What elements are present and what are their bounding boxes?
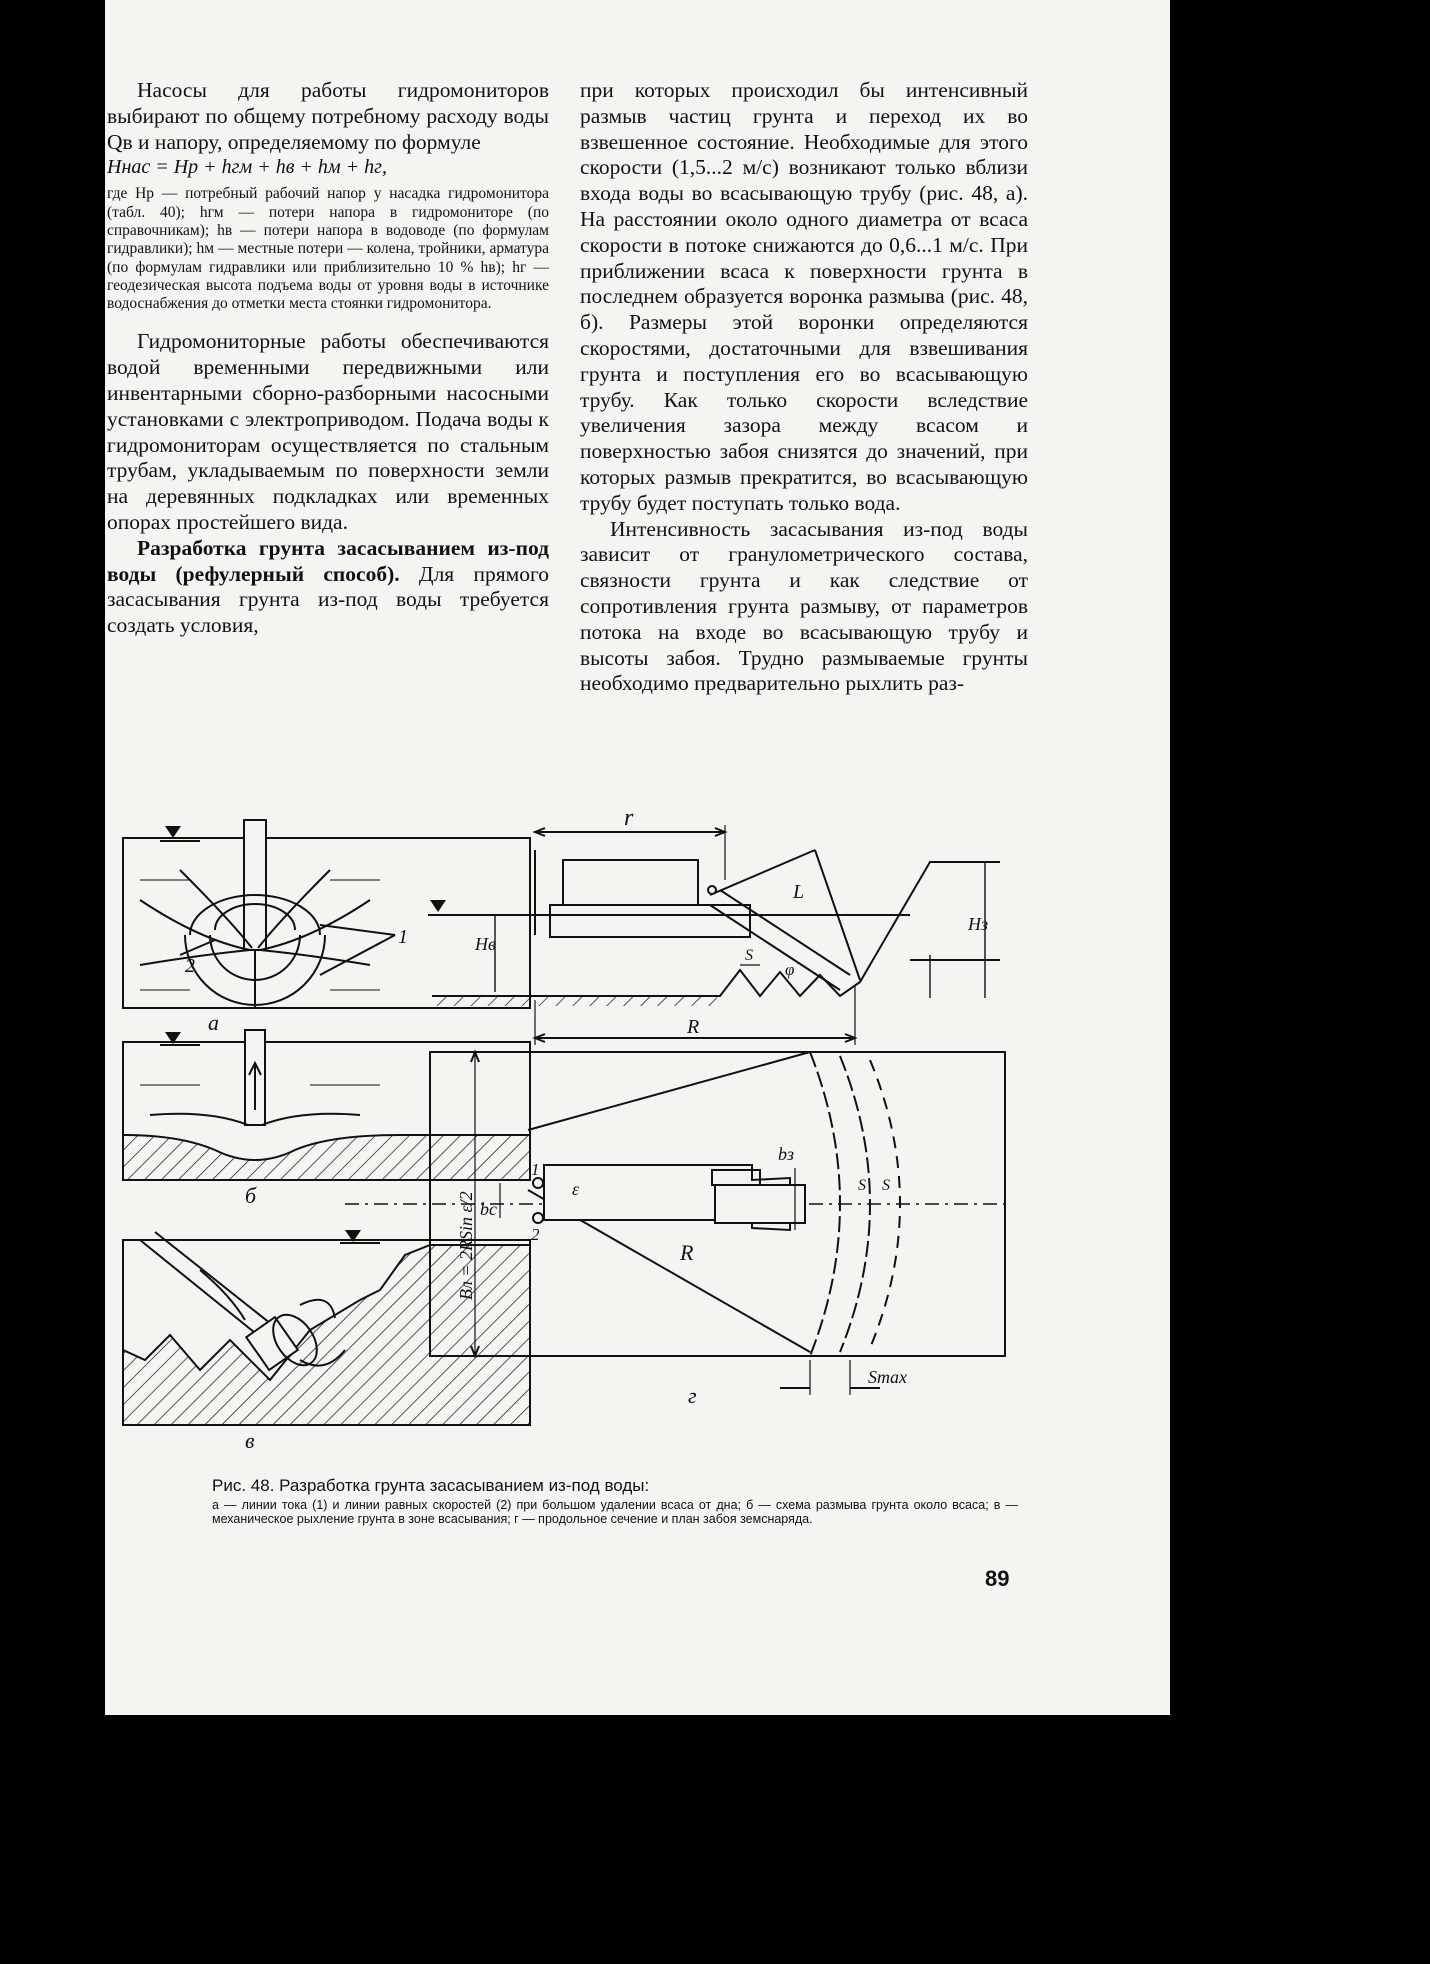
dim-R-plan: R — [680, 1240, 694, 1265]
callout-2-plan: 2 — [531, 1225, 540, 1244]
page-number: 89 — [985, 1566, 1010, 1591]
callout-2: 2 — [185, 955, 195, 977]
panel-a-label: а — [208, 1010, 219, 1035]
dim-Hz: Hз — [968, 914, 989, 934]
figure-48 — [105, 800, 1105, 1460]
dim-Bl: Bл = 2RSin ε/2 — [456, 1191, 476, 1300]
panel-g-label: г — [688, 1383, 697, 1408]
callout-1: 1 — [398, 926, 408, 948]
left-column — [107, 78, 549, 639]
dim-R: R — [687, 1016, 700, 1038]
formula: Hнас = Hр + hгм + hв + hм + hг, — [107, 156, 387, 179]
angle-phi: φ — [785, 960, 795, 979]
dim-S2-plan: S — [882, 1177, 890, 1194]
caption-text: а — линии тока (1) и линии равных скоростей (2) при большом удалении всаса от дна; б — схема размыва грунта около всаса; в — механическое рыхление грунта в зоне всасывания; г — продольное сечение и план забоя земснаряда. — [212, 1498, 1018, 1527]
paragraph — [107, 536, 549, 639]
paragraph: Интенсивность засасывания из-под воды зависит от гранулометрического состава, связности грунта и как следствие от сопротивления грунта размыву, от параметров потока на входе во всасывающую трубу и высоты забоя. Трудно размываемые грунты необходимо предварительно рыхлить раз- — [580, 516, 1028, 696]
dim-Smax: Smax — [868, 1367, 907, 1387]
panel-v-label: в — [245, 1428, 255, 1453]
dim-S-plan: S — [858, 1177, 866, 1194]
angle-eps: ε — [572, 1179, 580, 1199]
dim-r: r — [624, 805, 634, 831]
dim-Hv: Hв — [475, 934, 496, 954]
section-heading: Разработка грунта засасыванием из-под воды (рефулерный способ). — [107, 535, 549, 586]
dim-bz: bз — [778, 1144, 795, 1164]
callout-1-plan: 1 — [531, 1160, 540, 1179]
dim-S: S — [745, 947, 753, 964]
right-column — [580, 78, 1028, 697]
paragraph-text: Для прямого засасывания грунта из-под воды требуется создать условия, — [107, 561, 549, 638]
caption-title: Рис. 48. Разработка грунта засасыванием из-под воды: — [212, 1476, 650, 1495]
paragraph: Гидромониторные работы обеспечиваются водой временными передвижными или инвентарными сборно-разборными насосными установками с электроприводом. Подача воды к гидромониторам осуществляется по стальным трубам, укладываемым по поверхности земли на деревянных подкладках или временных опорах простейшего вида. — [107, 329, 549, 534]
figure-caption — [212, 1476, 1018, 1527]
paragraph: Насосы для работы гидромониторов выбирают по общему потребному расходу воды Qв и напору, определяемому по формуле — [107, 78, 549, 154]
paragraph: при которых происходил бы интенсивный размыв частиц грунта и переход их во взвешенное состояние. Необходимые для этого скорости (1,5...2 м/с) возникают только вблизи входа воды во всасывающую трубу (рис. 48, а). На расстоянии около одного диаметра от всаса скорости в потоке снижаются до 0,6...1 м/с. При приближении всаса к поверхности грунта в последнем образуется воронка размыва (рис. 48, б). Размеры этой воронки определяются скоростями, достаточными для взвешивания грунта и поступления его во всасывающую трубу. Как только скорости вследствие увеличения зазора между всасом и поверхностью забоя снизятся до значений, при которых размыв прекратится, во всасывающую трубу будет поступать только вода. — [580, 78, 1028, 515]
dim-bc: bс — [480, 1199, 497, 1219]
dim-L: L — [793, 881, 805, 903]
formula-legend: где Hр — потребный рабочий напор у насадка гидромонитора (табл. 40); hгм — потери напора в гидромониторе (по справочникам); hв — потери напора в водоводе (по формулам гидравлики); hм — местные потери — колена, тройники, арматура (по формулам гидравлики или приблизительно 10 % hв); hг — геодезическая высота подъема воды от уровня воды в источнике водоснабжения до отметки места стоянки гидромонитора. — [107, 185, 549, 313]
panel-g-section — [428, 825, 1000, 1045]
panel-b-label: б — [245, 1183, 257, 1208]
